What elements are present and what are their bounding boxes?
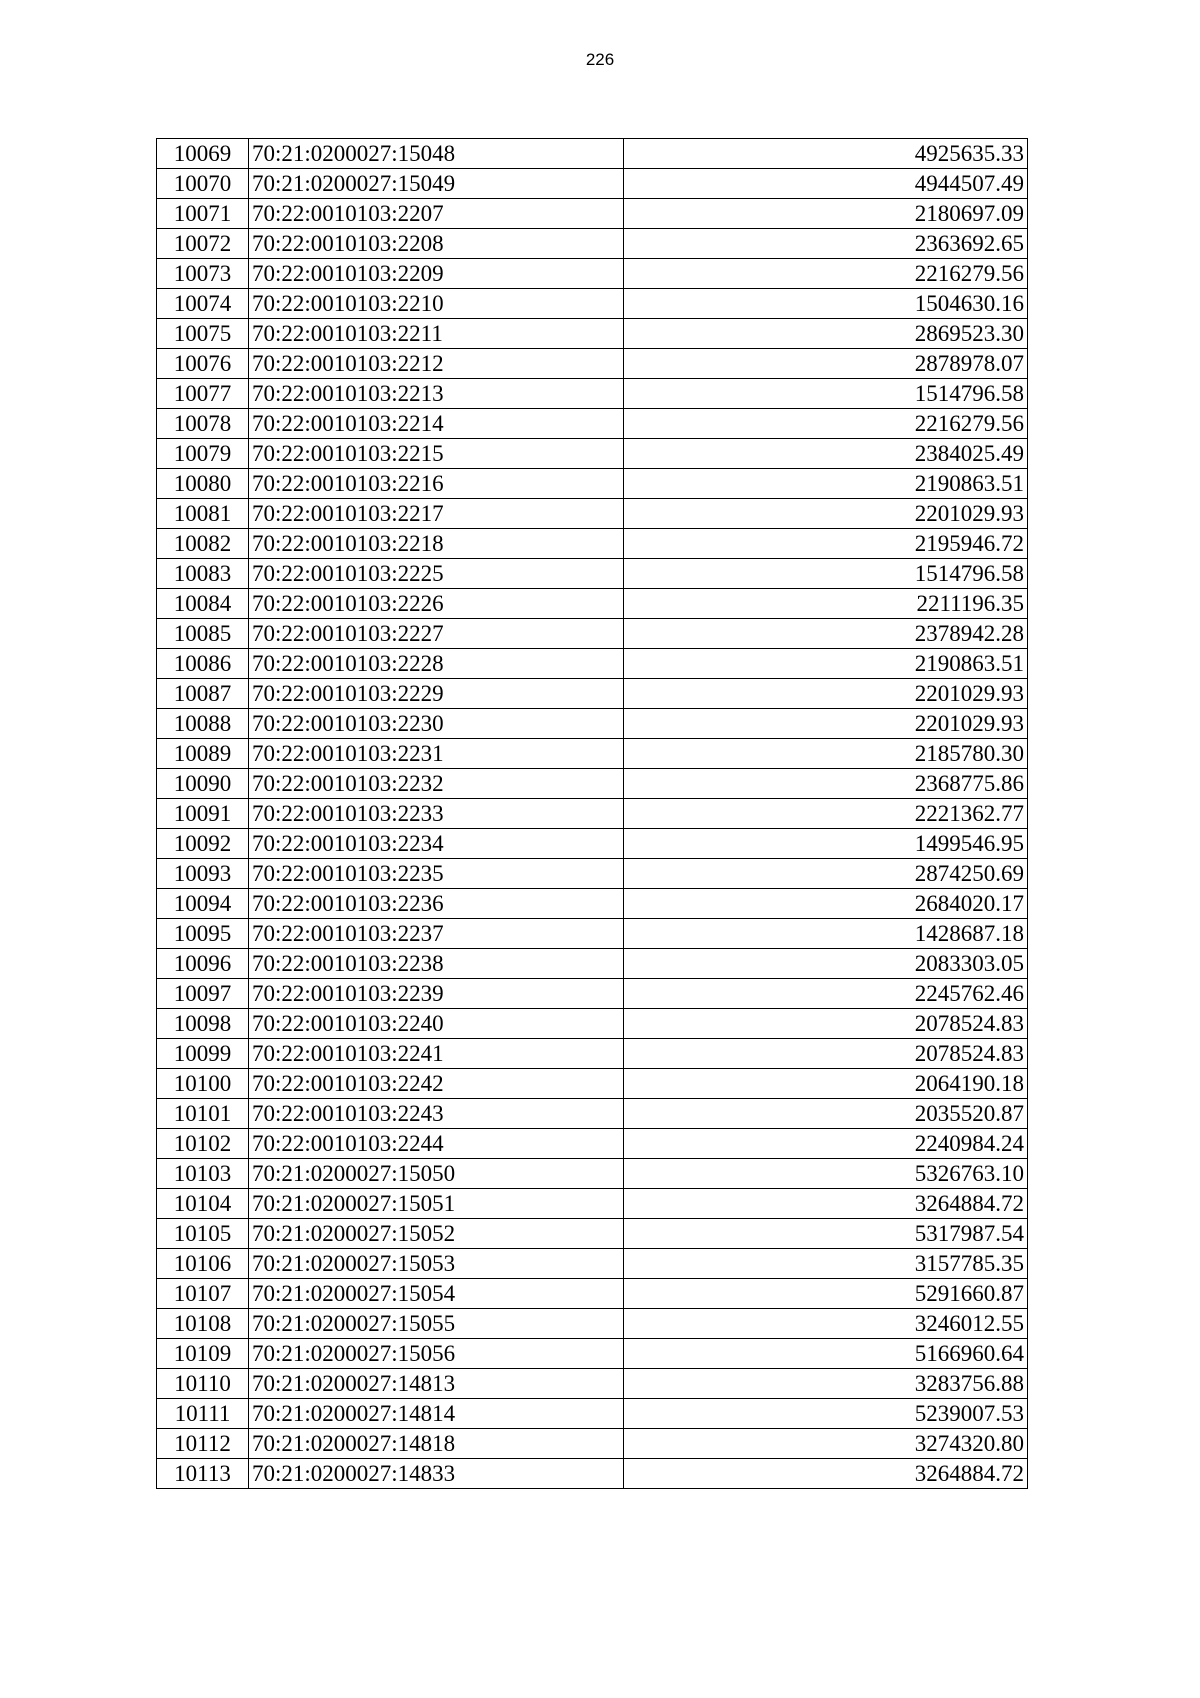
row-number-cell: 10111 xyxy=(157,1399,249,1429)
table-row xyxy=(157,709,1028,739)
row-number-cell: 10108 xyxy=(157,1309,249,1339)
row-number-cell: 10099 xyxy=(157,1039,249,1069)
cadastral-number-cell: 70:22:0010103:2232 xyxy=(249,769,624,799)
table-row xyxy=(157,649,1028,679)
cadastral-value-cell: 2201029.93 xyxy=(624,709,1028,739)
cadastral-number-cell: 70:22:0010103:2229 xyxy=(249,679,624,709)
cadastral-value-cell: 3157785.35 xyxy=(624,1249,1028,1279)
cadastral-value-cell: 1499546.95 xyxy=(624,829,1028,859)
row-number-cell: 10109 xyxy=(157,1339,249,1369)
cadastral-value-cell: 2240984.24 xyxy=(624,1129,1028,1159)
row-number-cell: 10090 xyxy=(157,769,249,799)
cadastral-value-cell: 2684020.17 xyxy=(624,889,1028,919)
cadastral-number-cell: 70:22:0010103:2242 xyxy=(249,1069,624,1099)
cadastral-value-cell: 5317987.54 xyxy=(624,1219,1028,1249)
cadastral-value-cell: 2216279.56 xyxy=(624,259,1028,289)
table-row xyxy=(157,1429,1028,1459)
table-row xyxy=(157,529,1028,559)
cadastral-number-cell: 70:22:0010103:2238 xyxy=(249,949,624,979)
cadastral-number-cell: 70:22:0010103:2213 xyxy=(249,379,624,409)
cadastral-number-cell: 70:22:0010103:2212 xyxy=(249,349,624,379)
table-row xyxy=(157,349,1028,379)
row-number-cell: 10106 xyxy=(157,1249,249,1279)
cadastral-value-cell: 2211196.35 xyxy=(624,589,1028,619)
table-row xyxy=(157,619,1028,649)
row-number-cell: 10076 xyxy=(157,349,249,379)
cadastral-number-cell: 70:21:0200027:14818 xyxy=(249,1429,624,1459)
row-number-cell: 10097 xyxy=(157,979,249,1009)
cadastral-value-cell: 1514796.58 xyxy=(624,379,1028,409)
table-row xyxy=(157,1099,1028,1129)
table-row xyxy=(157,889,1028,919)
cadastral-number-cell: 70:22:0010103:2210 xyxy=(249,289,624,319)
cadastral-number-cell: 70:21:0200027:15049 xyxy=(249,169,624,199)
cadastral-value-cell: 2245762.46 xyxy=(624,979,1028,1009)
cadastral-value-cell: 2869523.30 xyxy=(624,319,1028,349)
cadastral-number-cell: 70:22:0010103:2228 xyxy=(249,649,624,679)
row-number-cell: 10104 xyxy=(157,1189,249,1219)
table-row xyxy=(157,1129,1028,1159)
table-row xyxy=(157,319,1028,349)
cadastral-value-cell: 2216279.56 xyxy=(624,409,1028,439)
cadastral-number-cell: 70:22:0010103:2226 xyxy=(249,589,624,619)
cadastral-number-cell: 70:22:0010103:2225 xyxy=(249,559,624,589)
cadastral-number-cell: 70:22:0010103:2230 xyxy=(249,709,624,739)
row-number-cell: 10085 xyxy=(157,619,249,649)
row-number-cell: 10101 xyxy=(157,1099,249,1129)
table-row xyxy=(157,1369,1028,1399)
cadastral-number-cell: 70:22:0010103:2218 xyxy=(249,529,624,559)
table-row xyxy=(157,499,1028,529)
cadastral-value-cell: 2878978.07 xyxy=(624,349,1028,379)
table-row xyxy=(157,469,1028,499)
cadastral-number-cell: 70:22:0010103:2215 xyxy=(249,439,624,469)
cadastral-value-cell: 2874250.69 xyxy=(624,859,1028,889)
cadastral-number-cell: 70:22:0010103:2216 xyxy=(249,469,624,499)
table-row xyxy=(157,1069,1028,1099)
cadastral-number-cell: 70:21:0200027:15050 xyxy=(249,1159,624,1189)
table-row xyxy=(157,1009,1028,1039)
row-number-cell: 10089 xyxy=(157,739,249,769)
table-row xyxy=(157,1249,1028,1279)
table-row xyxy=(157,1219,1028,1249)
table-row xyxy=(157,1399,1028,1429)
row-number-cell: 10094 xyxy=(157,889,249,919)
row-number-cell: 10112 xyxy=(157,1429,249,1459)
table-row xyxy=(157,1159,1028,1189)
cadastral-number-cell: 70:21:0200027:15055 xyxy=(249,1309,624,1339)
table-row xyxy=(157,769,1028,799)
cadastral-value-cell: 4944507.49 xyxy=(624,169,1028,199)
cadastral-value-cell: 5291660.87 xyxy=(624,1279,1028,1309)
table-row xyxy=(157,949,1028,979)
cadastral-value-cell: 1514796.58 xyxy=(624,559,1028,589)
cadastral-value-cell: 5326763.10 xyxy=(624,1159,1028,1189)
row-number-cell: 10080 xyxy=(157,469,249,499)
row-number-cell: 10103 xyxy=(157,1159,249,1189)
page-number: 226 xyxy=(585,50,615,69)
cadastral-value-cell: 2195946.72 xyxy=(624,529,1028,559)
table-row xyxy=(157,409,1028,439)
table-row xyxy=(157,829,1028,859)
table-row xyxy=(157,739,1028,769)
cadastral-value-cell: 2384025.49 xyxy=(624,439,1028,469)
cadastral-value-cell: 2201029.93 xyxy=(624,499,1028,529)
row-number-cell: 10095 xyxy=(157,919,249,949)
cadastral-number-cell: 70:22:0010103:2244 xyxy=(249,1129,624,1159)
table-row xyxy=(157,1279,1028,1309)
row-number-cell: 10098 xyxy=(157,1009,249,1039)
row-number-cell: 10083 xyxy=(157,559,249,589)
cadastral-value-cell: 4925635.33 xyxy=(624,139,1028,169)
cadastral-number-cell: 70:22:0010103:2243 xyxy=(249,1099,624,1129)
row-number-cell: 10082 xyxy=(157,529,249,559)
table-row xyxy=(157,1039,1028,1069)
table-row xyxy=(157,1189,1028,1219)
row-number-cell: 10069 xyxy=(157,139,249,169)
row-number-cell: 10093 xyxy=(157,859,249,889)
cadastral-number-cell: 70:21:0200027:15054 xyxy=(249,1279,624,1309)
row-number-cell: 10075 xyxy=(157,319,249,349)
cadastral-number-cell: 70:22:0010103:2233 xyxy=(249,799,624,829)
table-row xyxy=(157,139,1028,169)
table-row xyxy=(157,289,1028,319)
cadastral-number-cell: 70:22:0010103:2241 xyxy=(249,1039,624,1069)
table-row xyxy=(157,439,1028,469)
cadastral-number-cell: 70:22:0010103:2239 xyxy=(249,979,624,1009)
row-number-cell: 10113 xyxy=(157,1459,249,1489)
cadastral-value-cell: 2078524.83 xyxy=(624,1039,1028,1069)
cadastral-number-cell: 70:21:0200027:15052 xyxy=(249,1219,624,1249)
table-row xyxy=(157,859,1028,889)
row-number-cell: 10077 xyxy=(157,379,249,409)
row-number-cell: 10078 xyxy=(157,409,249,439)
cadastral-value-cell: 2035520.87 xyxy=(624,1099,1028,1129)
table-row xyxy=(157,1459,1028,1489)
table-row xyxy=(157,199,1028,229)
cadastral-value-cell: 2378942.28 xyxy=(624,619,1028,649)
cadastral-value-table xyxy=(156,138,1028,1489)
cadastral-number-cell: 70:22:0010103:2207 xyxy=(249,199,624,229)
cadastral-value-cell: 2221362.77 xyxy=(624,799,1028,829)
table-row xyxy=(157,1339,1028,1369)
table-row xyxy=(157,1309,1028,1339)
cadastral-number-cell: 70:21:0200027:15048 xyxy=(249,139,624,169)
cadastral-value-cell: 2078524.83 xyxy=(624,1009,1028,1039)
cadastral-number-cell: 70:22:0010103:2240 xyxy=(249,1009,624,1039)
cadastral-value-cell: 3264884.72 xyxy=(624,1459,1028,1489)
table-row xyxy=(157,919,1028,949)
cadastral-number-cell: 70:22:0010103:2227 xyxy=(249,619,624,649)
row-number-cell: 10100 xyxy=(157,1069,249,1099)
cadastral-value-cell: 2185780.30 xyxy=(624,739,1028,769)
row-number-cell: 10107 xyxy=(157,1279,249,1309)
cadastral-value-cell: 3264884.72 xyxy=(624,1189,1028,1219)
cadastral-number-cell: 70:22:0010103:2237 xyxy=(249,919,624,949)
row-number-cell: 10081 xyxy=(157,499,249,529)
cadastral-value-cell: 3274320.80 xyxy=(624,1429,1028,1459)
table-row xyxy=(157,679,1028,709)
row-number-cell: 10071 xyxy=(157,199,249,229)
row-number-cell: 10079 xyxy=(157,439,249,469)
cadastral-value-cell: 2190863.51 xyxy=(624,649,1028,679)
cadastral-value-cell: 2083303.05 xyxy=(624,949,1028,979)
cadastral-number-cell: 70:21:0200027:14833 xyxy=(249,1459,624,1489)
cadastral-number-cell: 70:22:0010103:2234 xyxy=(249,829,624,859)
cadastral-number-cell: 70:22:0010103:2211 xyxy=(249,319,624,349)
table-row xyxy=(157,799,1028,829)
cadastral-value-cell: 2201029.93 xyxy=(624,679,1028,709)
cadastral-number-cell: 70:22:0010103:2236 xyxy=(249,889,624,919)
cadastral-number-cell: 70:22:0010103:2231 xyxy=(249,739,624,769)
table-body xyxy=(157,139,1028,1489)
cadastral-number-cell: 70:22:0010103:2214 xyxy=(249,409,624,439)
row-number-cell: 10096 xyxy=(157,949,249,979)
table-row xyxy=(157,229,1028,259)
table-row xyxy=(157,979,1028,1009)
row-number-cell: 10087 xyxy=(157,679,249,709)
cadastral-number-cell: 70:21:0200027:14814 xyxy=(249,1399,624,1429)
table-row xyxy=(157,259,1028,289)
cadastral-number-cell: 70:22:0010103:2209 xyxy=(249,259,624,289)
cadastral-number-cell: 70:21:0200027:15056 xyxy=(249,1339,624,1369)
row-number-cell: 10070 xyxy=(157,169,249,199)
row-number-cell: 10072 xyxy=(157,229,249,259)
cadastral-number-cell: 70:22:0010103:2217 xyxy=(249,499,624,529)
cadastral-value-cell: 2363692.65 xyxy=(624,229,1028,259)
cadastral-value-cell: 2064190.18 xyxy=(624,1069,1028,1099)
cadastral-value-cell: 2190863.51 xyxy=(624,469,1028,499)
cadastral-value-cell: 3283756.88 xyxy=(624,1369,1028,1399)
cadastral-value-cell: 3246012.55 xyxy=(624,1309,1028,1339)
row-number-cell: 10074 xyxy=(157,289,249,319)
table-row xyxy=(157,379,1028,409)
cadastral-value-cell: 1428687.18 xyxy=(624,919,1028,949)
cadastral-number-cell: 70:22:0010103:2208 xyxy=(249,229,624,259)
cadastral-number-cell: 70:21:0200027:15053 xyxy=(249,1249,624,1279)
row-number-cell: 10084 xyxy=(157,589,249,619)
row-number-cell: 10091 xyxy=(157,799,249,829)
cadastral-value-cell: 5166960.64 xyxy=(624,1339,1028,1369)
cadastral-value-cell: 2368775.86 xyxy=(624,769,1028,799)
row-number-cell: 10073 xyxy=(157,259,249,289)
row-number-cell: 10092 xyxy=(157,829,249,859)
cadastral-value-cell: 1504630.16 xyxy=(624,289,1028,319)
table-row xyxy=(157,589,1028,619)
row-number-cell: 10086 xyxy=(157,649,249,679)
row-number-cell: 10110 xyxy=(157,1369,249,1399)
cadastral-number-cell: 70:21:0200027:15051 xyxy=(249,1189,624,1219)
row-number-cell: 10102 xyxy=(157,1129,249,1159)
cadastral-number-cell: 70:22:0010103:2235 xyxy=(249,859,624,889)
cadastral-number-cell: 70:21:0200027:14813 xyxy=(249,1369,624,1399)
cadastral-value-cell: 2180697.09 xyxy=(624,199,1028,229)
table-row xyxy=(157,559,1028,589)
row-number-cell: 10105 xyxy=(157,1219,249,1249)
cadastral-value-cell: 5239007.53 xyxy=(624,1399,1028,1429)
row-number-cell: 10088 xyxy=(157,709,249,739)
table-row xyxy=(157,169,1028,199)
